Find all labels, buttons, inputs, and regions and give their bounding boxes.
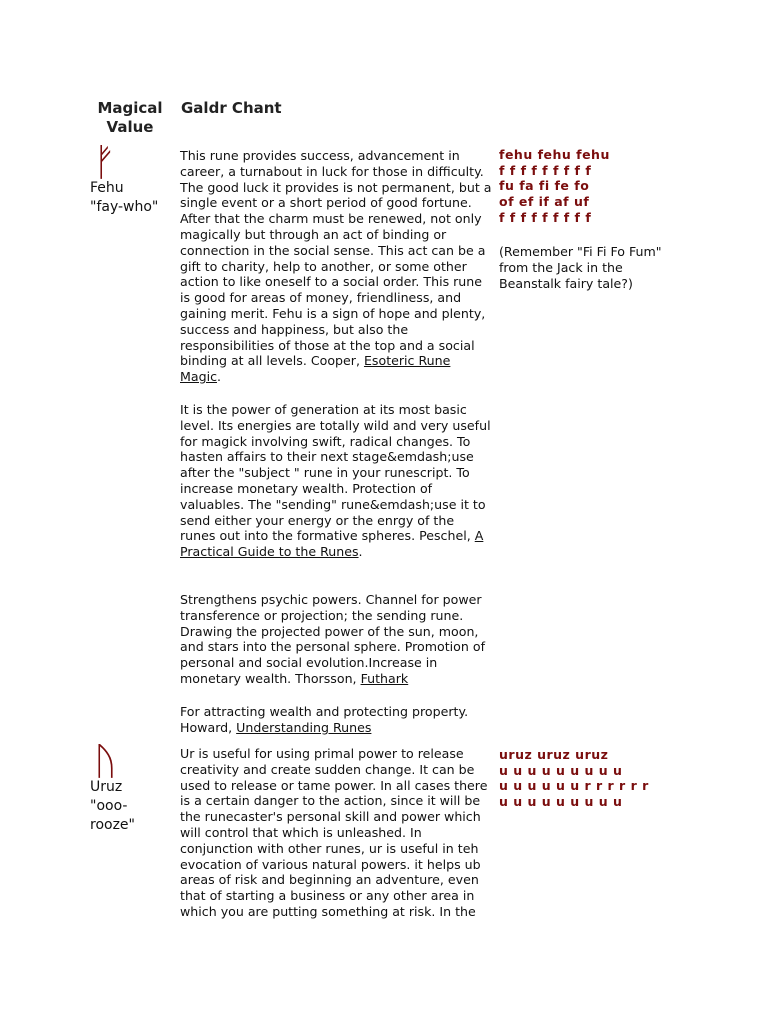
uruz-chant-line: uruz uruz uruz [499, 747, 609, 762]
uruz-chant-line: u u u u u u u u u [499, 762, 623, 778]
fehu-chant [499, 147, 610, 226]
link-practical-guide-runes[interactable]: A Practical Guide to the Runes [180, 528, 484, 560]
header-magical-value: Magical Value [97, 99, 163, 136]
uruz-pronunciation-1: "ooo- [90, 798, 128, 814]
fehu-chant-note: (Remember "Fi Fi Fo Fum" from the Jack in the Beanstalk fairy tale?) [499, 244, 662, 291]
fehu-chant-line: of ef if af uf [499, 194, 590, 210]
uruz-chant-line: u u u u u u r r r r r r [499, 778, 649, 794]
fehu-chant-line: fehu fehu fehu [499, 147, 610, 162]
fehu-paragraph-howard: For attracting wealth and protecting property. Howard, Understanding Runes [180, 704, 469, 735]
link-futhark[interactable]: Futhark [360, 670, 409, 686]
uruz-paragraph: Ur is useful for using primal power to release creativity and create sudden change. It can be used to release or tame power. In all cases there is a certain danger to the action, since it will be the runecaster's personal skill and power which will control that which is unleashed. In conjunction with other runes, ur is useful in teh evocation of various natural powers. it helps ub areas of risk and beginning an adventure, even that of starting a business or any other area in which you are putting something at risk. In the [180, 746, 488, 919]
header-galdr-chant: Galdr Chant [181, 99, 282, 117]
uruz-chant-line: u u u u u u u u u [499, 794, 623, 810]
fehu-chant-line: f f f f f f f f f [499, 162, 592, 178]
uruz-name: Uruz [90, 779, 123, 795]
fehu-chant-line: f f f f f f f f f [499, 209, 592, 225]
fehu-rune-icon: ᚠ [93, 140, 116, 184]
fehu-paragraph-thorsson: Strengthens psychic powers. Channel for power transference or projection; the sending rune. Drawing the projected power of the sun, moon, and stars into the personal sphere. Promotion of personal and social evolution.Increase in monetary wealth. Thorsson, Futhark [180, 592, 485, 686]
fehu-paragraph-peschel: It is the power of generation at its most basic level. Its energies are totally wild and very useful for magick involving swift, radical changes. To hasten affairs to their next stage&emdash;use after the "subject " rune in your runescript. To increase monetary wealth. Protection of valuables. The "sending" rune&emdash;use it to send either your energy or the enrgy of the runes out into the formative spheres. Peschel, A Practical Guide to the Runes. [180, 402, 491, 560]
link-understanding-runes[interactable]: Understanding Runes [236, 719, 372, 735]
fehu-paragraph-cooper: This rune provides success, advancement in career, a turnabout in luck for those in difficulty. The good luck it provides is not permanent, but a single event or a short period of good fortune. After that the charm must be renewed, not only magically but through an act of binding or connection in the social sense. This act can be a gift to charity, help to another, or some other action to like oneself to a social order. This rune is good for areas of money, friendliness, and gaining merit. Fehu is a sign of hope and plenty, success and happiness, but also the responsibilities of those at the top and a social binding at all levels. Cooper, Esoteric Rune Magic. [180, 148, 492, 385]
uruz-rune-icon: ᚢ [94, 739, 117, 783]
uruz-chant [499, 747, 649, 810]
fehu-pronunciation: "fay-who" [90, 199, 159, 215]
link-esoteric-rune-magic[interactable]: Esoteric Rune Magic [180, 353, 451, 385]
fehu-chant-line: fu fa fi fe fo [499, 178, 590, 194]
fehu-name: Fehu [90, 180, 124, 196]
uruz-pronunciation-2: rooze" [90, 817, 135, 833]
